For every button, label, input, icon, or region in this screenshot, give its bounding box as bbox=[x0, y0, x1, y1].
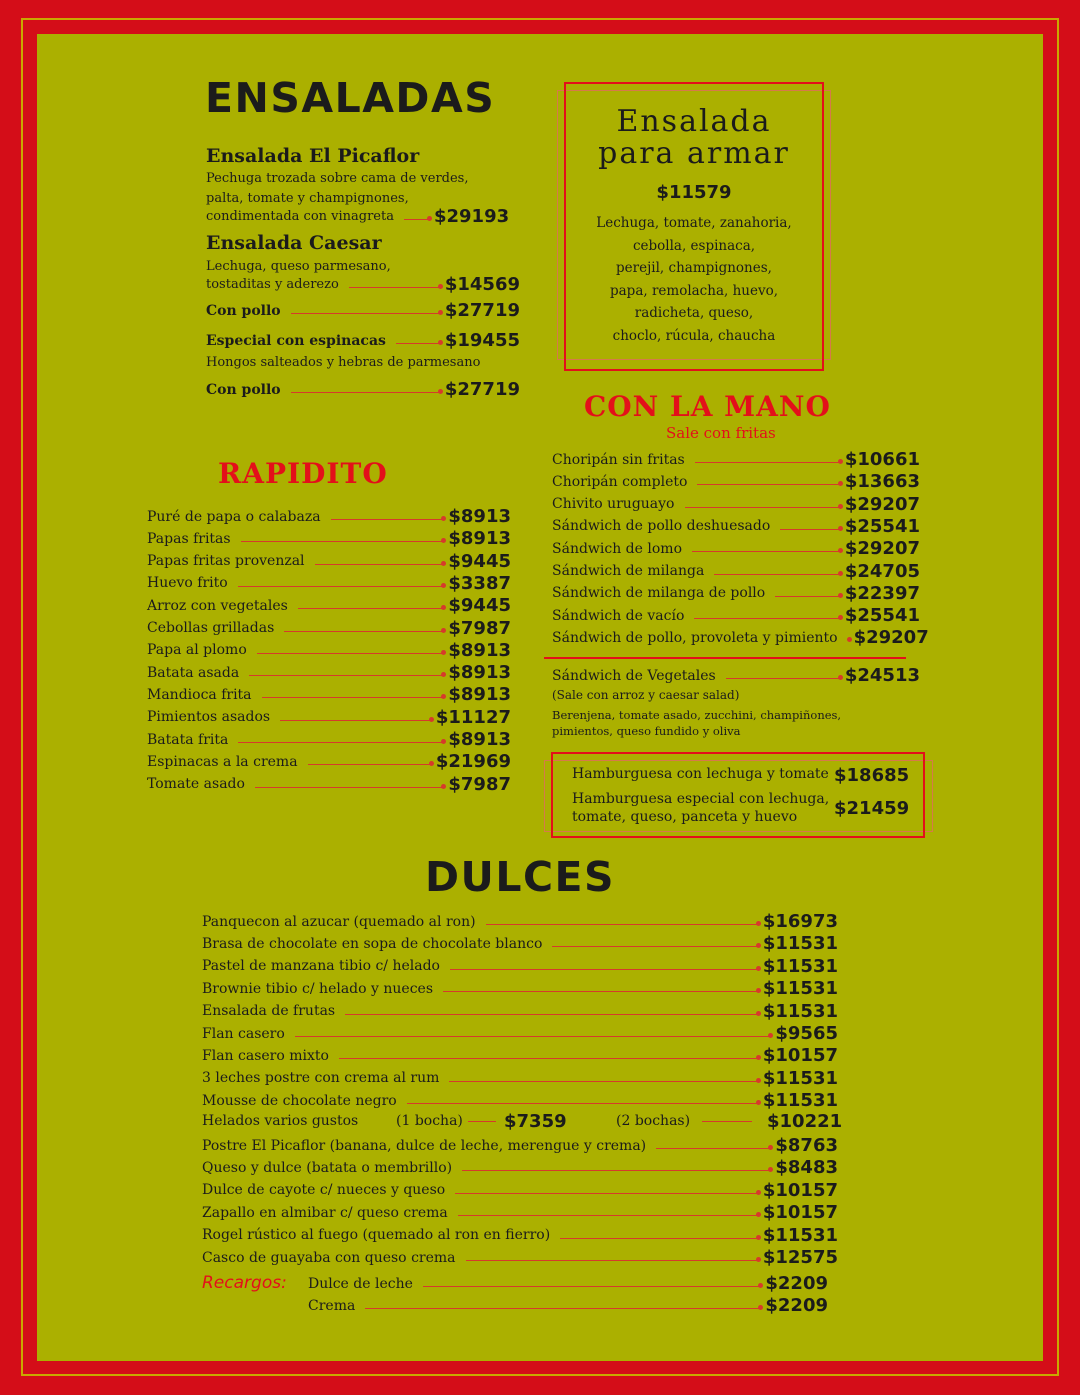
rapidito-item-name: Arroz con vegetales bbox=[147, 597, 288, 614]
helados-option-1: (1 bocha) bbox=[396, 1113, 463, 1129]
leader-line bbox=[695, 462, 839, 463]
leader-line bbox=[714, 574, 839, 575]
dulces-item-name: Panquecon al azucar (quemado al ron) bbox=[202, 913, 476, 930]
helados-name: Helados varios gustos bbox=[202, 1113, 359, 1129]
leader-line bbox=[331, 519, 443, 520]
conlamano-item-name: Sándwich de vacío bbox=[552, 607, 685, 624]
armar-price: $11579 bbox=[656, 182, 732, 203]
rapidito-item-name: Cebollas grilladas bbox=[147, 620, 275, 636]
rapidito-item-name: Batata frita bbox=[147, 731, 229, 748]
dulces-item bbox=[202, 911, 838, 932]
rapidito-item bbox=[147, 684, 511, 705]
armar-ingredients bbox=[566, 212, 822, 347]
sandwich-vegetales-price: $24513 bbox=[844, 665, 920, 686]
armar-title-2: para armar bbox=[598, 136, 790, 171]
dulces-item-name: Flan casero bbox=[202, 1025, 285, 1042]
ensalada-picaflor-desc3: condimentada con vinagreta bbox=[206, 209, 394, 224]
dulces-item-name: Ensalada de frutas bbox=[202, 1003, 336, 1020]
dulces-item bbox=[202, 1180, 838, 1201]
ensalada-caesar-price: $14569 bbox=[444, 274, 520, 295]
conlamano-item-price: $22397 bbox=[844, 582, 920, 604]
rapidito-item bbox=[147, 729, 511, 750]
armar-ingredient-line: cebolla, espinaca, bbox=[632, 237, 756, 254]
recargo-item bbox=[308, 1295, 828, 1316]
leader-line bbox=[468, 1121, 496, 1122]
rapidito-heading: RAPIDITO bbox=[218, 457, 388, 490]
leader-line bbox=[238, 586, 443, 587]
rapidito-item-price: $7987 bbox=[448, 773, 511, 795]
dulces-item bbox=[202, 1001, 838, 1022]
dulces-item-name: Mousse de chocolate negro bbox=[202, 1092, 397, 1109]
dulces-item-name: Dulce de cayote c/ nueces y queso bbox=[202, 1182, 446, 1199]
leader-line bbox=[255, 787, 442, 788]
leader-line bbox=[694, 618, 838, 619]
rapidito-item-name: Mandioca frita bbox=[147, 686, 252, 703]
rapidito-item bbox=[147, 662, 511, 683]
leader-line bbox=[462, 1170, 769, 1171]
ensalada-picaflor-desc2: palta, tomate y champignones, bbox=[206, 191, 409, 206]
rapidito-item-price: $8913 bbox=[448, 528, 511, 550]
rapidito-item bbox=[147, 551, 511, 572]
dulces-item-price: $11531 bbox=[762, 1224, 838, 1246]
rapidito-item-price: $21969 bbox=[435, 751, 511, 773]
section-divider bbox=[544, 657, 906, 659]
rapidito-item bbox=[147, 640, 511, 661]
espinacas-con-pollo-title: Con pollo bbox=[206, 381, 281, 398]
dulces-item-price: $11531 bbox=[762, 978, 838, 1000]
dulces-item-price: $9565 bbox=[775, 1023, 838, 1044]
conlamano-item bbox=[552, 538, 920, 559]
ensalada-caesar-desc2: tostaditas y aderezo bbox=[206, 277, 339, 292]
dulces-item bbox=[202, 1090, 838, 1111]
rapidito-item-price: $7987 bbox=[448, 617, 511, 639]
dulces-item bbox=[202, 1247, 838, 1268]
dulces-item-name: Zapallo en almibar c/ queso crema bbox=[202, 1204, 448, 1221]
leader-line bbox=[486, 924, 757, 925]
rapidito-item-price: $3387 bbox=[448, 572, 511, 594]
sandwich-vegetales-note: (Sale con arroz y caesar salad) bbox=[552, 688, 740, 702]
leader-line bbox=[291, 392, 439, 393]
dulces-item-name: Queso y dulce (batata o membrillo) bbox=[202, 1159, 453, 1176]
leader-line bbox=[291, 313, 439, 314]
conlamano-item-name: Sándwich de milanga de pollo bbox=[552, 585, 766, 602]
rapidito-item-name: Tomate asado bbox=[147, 776, 245, 793]
dulces-item bbox=[202, 1225, 838, 1246]
leader-line bbox=[685, 507, 839, 508]
dulces-item bbox=[202, 1202, 838, 1223]
burger1-price: $18685 bbox=[834, 765, 910, 786]
rapidito-item-name: Batata asada bbox=[147, 664, 240, 681]
sandwich-vegetales-name: Sándwich de Vegetales bbox=[552, 667, 716, 684]
leader-line bbox=[396, 343, 439, 344]
rapidito-item-price: $11127 bbox=[435, 706, 511, 728]
conlamano-item bbox=[552, 449, 920, 470]
rapidito-item-price: $8913 bbox=[448, 684, 511, 706]
dulces-item-price: $11531 bbox=[762, 1000, 838, 1022]
rapidito-item bbox=[147, 774, 511, 795]
rapidito-item bbox=[147, 618, 511, 639]
conlamano-item bbox=[552, 471, 920, 492]
especial-espinacas-price: $19455 bbox=[444, 330, 520, 351]
leader-line bbox=[656, 1148, 769, 1149]
leader-line bbox=[702, 1121, 752, 1122]
dulces-item-name: 3 leches postre con crema al rum bbox=[202, 1070, 440, 1087]
armar-title-1: Ensalada bbox=[616, 104, 772, 139]
recargos-label: Recargos: bbox=[202, 1273, 287, 1293]
dulces-item bbox=[202, 933, 838, 954]
dulces-item-price: $16973 bbox=[762, 911, 838, 932]
conlamano-item-name: Chivito uruguayo bbox=[552, 496, 675, 513]
rapidito-item bbox=[147, 595, 511, 616]
armar-ingredient-line: Lechuga, tomate, zanahoria, bbox=[596, 215, 792, 231]
leader-line bbox=[692, 551, 839, 552]
rapidito-item bbox=[147, 573, 511, 594]
rapidito-item-name: Papas fritas provenzal bbox=[147, 553, 305, 570]
leader-line bbox=[775, 596, 839, 597]
dulces-item bbox=[202, 978, 838, 999]
ensalada-caesar-desc1: Lechuga, queso parmesano, bbox=[206, 259, 391, 274]
leader-line bbox=[280, 720, 430, 721]
dulces-item-name: Postre El Picaflor (banana, dulce de leche, merengue y crema) bbox=[202, 1137, 647, 1154]
rapidito-item-name: Puré de papa o calabaza bbox=[147, 508, 321, 525]
ensalada-picaflor-title: Ensalada El Picaflor bbox=[206, 145, 420, 167]
dulces-item bbox=[202, 1135, 838, 1156]
rapidito-item-price: $8913 bbox=[448, 729, 511, 750]
ensaladas-heading: ENSALADAS bbox=[205, 74, 496, 122]
helados-option-2: (2 bochas) bbox=[616, 1113, 691, 1129]
dulces-item-price: $8763 bbox=[775, 1135, 838, 1156]
leader-line bbox=[365, 1308, 759, 1309]
dulces-item-name: Flan casero mixto bbox=[202, 1047, 329, 1064]
leader-line bbox=[466, 1260, 757, 1261]
leader-line bbox=[284, 631, 442, 632]
ensalada-caesar-row bbox=[206, 274, 520, 295]
conlamano-item-price: $29207 bbox=[853, 627, 929, 649]
rapidito-item-name: Huevo frito bbox=[147, 575, 228, 592]
conlamano-heading: CON LA MANO bbox=[584, 390, 831, 423]
caesar-con-pollo-row bbox=[206, 300, 520, 321]
recargo-item-name: Dulce de leche bbox=[308, 1275, 413, 1292]
conlamano-item bbox=[552, 494, 920, 515]
leader-line bbox=[423, 1286, 759, 1287]
ensalada-picaflor-price: $29193 bbox=[433, 206, 510, 227]
dulces-item-price: $12575 bbox=[762, 1247, 838, 1268]
conlamano-item-price: $29207 bbox=[844, 493, 920, 515]
rapidito-item-price: $9445 bbox=[448, 550, 511, 572]
ensalada-picaflor-desc1: Pechuga trozada sobre cama de verdes, bbox=[206, 171, 469, 186]
dulces-item bbox=[202, 1045, 838, 1066]
conlamano-item-name: Sándwich de lomo bbox=[552, 540, 682, 557]
dulces-item-price: $11531 bbox=[762, 933, 838, 955]
leader-line bbox=[308, 764, 430, 765]
especial-espinacas-row bbox=[206, 330, 520, 351]
leader-line bbox=[404, 219, 428, 220]
conlamano-item-price: $24705 bbox=[844, 560, 920, 582]
conlamano-item-name: Sándwich de pollo, provoleta y pimiento bbox=[552, 629, 838, 646]
especial-espinacas-title: Especial con espinacas bbox=[206, 332, 386, 349]
leader-line bbox=[780, 529, 839, 530]
espinacas-con-pollo-row bbox=[206, 379, 520, 400]
dulces-item-price: $8483 bbox=[775, 1157, 838, 1179]
dulces-item-price: $10157 bbox=[762, 1045, 838, 1067]
burger2-name-line2: tomate, queso, panceta y huevo bbox=[572, 809, 798, 825]
rapidito-item-price: $9445 bbox=[448, 595, 511, 617]
leader-line bbox=[726, 678, 839, 679]
conlamano-item-price: $10661 bbox=[844, 449, 920, 470]
recargo-item-name: Crema bbox=[308, 1297, 356, 1314]
dulces-item-name: Brasa de chocolate en sopa de chocolate blanco bbox=[202, 935, 543, 952]
leader-line bbox=[407, 1103, 757, 1104]
dulces-item-name: Pastel de manzana tibio c/ helado bbox=[202, 958, 440, 975]
ensalada-caesar-title: Ensalada Caesar bbox=[206, 232, 382, 254]
conlamano-item-name: Sándwich de milanga bbox=[552, 563, 705, 579]
leader-line bbox=[339, 1058, 757, 1059]
burger1-name: Hamburguesa con lechuga y tomate bbox=[572, 766, 829, 782]
rapidito-item-price: $8913 bbox=[448, 662, 511, 684]
leader-line bbox=[449, 1081, 756, 1082]
rapidito-item-price: $8913 bbox=[448, 506, 511, 527]
rapidito-item-price: $8913 bbox=[448, 639, 511, 661]
conlamano-item bbox=[552, 516, 920, 537]
dulces-item-name: Brownie tibio c/ helado y nueces bbox=[202, 980, 434, 997]
leader-line bbox=[241, 541, 443, 542]
leader-line bbox=[298, 608, 443, 609]
leader-line bbox=[249, 675, 442, 676]
ensalada-picaflor-row bbox=[206, 206, 520, 227]
rapidito-item-name: Papa al plomo bbox=[147, 642, 247, 659]
conlamano-item-name: Choripán sin fritas bbox=[552, 451, 685, 468]
dulces-item-price: $11531 bbox=[762, 1090, 838, 1112]
leader-line bbox=[349, 287, 439, 288]
armar-box bbox=[564, 82, 824, 371]
recargo-item-price: $2209 bbox=[765, 1295, 828, 1317]
recargo-item bbox=[308, 1273, 828, 1294]
sandwich-vegetales-desc1: Berenjena, tomate asado, zucchini, champiñones, bbox=[552, 708, 842, 722]
conlamano-item-price: $25541 bbox=[844, 515, 920, 537]
conlamano-item-name: Sándwich de pollo deshuesado bbox=[552, 518, 771, 535]
leader-line bbox=[458, 1215, 757, 1216]
espinacas-con-pollo-price: $27719 bbox=[444, 379, 520, 400]
caesar-con-pollo-price: $27719 bbox=[444, 300, 520, 321]
dulces-item-price: $11531 bbox=[762, 1067, 838, 1089]
rapidito-item bbox=[147, 506, 511, 527]
dulces-item-name: Rogel rústico al fuego (quemado al ron en fierro) bbox=[202, 1227, 551, 1244]
rapidito-item-name: Papas fritas bbox=[147, 530, 231, 547]
helados-price-1: $7359 bbox=[504, 1111, 567, 1132]
rapidito-item bbox=[147, 707, 511, 728]
conlamano-item-price: $25541 bbox=[844, 605, 920, 627]
dulces-item-price: $10157 bbox=[762, 1179, 838, 1201]
helados-row bbox=[202, 1111, 843, 1133]
leader-line bbox=[345, 1014, 757, 1015]
sandwich-vegetales-row bbox=[552, 665, 920, 686]
dulces-item-name: Casco de guayaba con queso crema bbox=[202, 1249, 456, 1266]
conlamano-subheading: Sale con fritas bbox=[666, 424, 776, 442]
conlamano-item-price: $29207 bbox=[844, 538, 920, 560]
dulces-item bbox=[202, 1157, 838, 1178]
conlamano-item bbox=[552, 627, 929, 649]
especial-espinacas-desc: Hongos salteados y hebras de parmesano bbox=[206, 355, 481, 370]
leader-line bbox=[455, 1193, 757, 1194]
leader-line bbox=[697, 484, 838, 485]
leader-line bbox=[315, 564, 443, 565]
conlamano-item bbox=[552, 605, 920, 626]
recargo-item-price: $2209 bbox=[765, 1273, 828, 1294]
dulces-item bbox=[202, 1068, 838, 1089]
rapidito-item bbox=[147, 751, 511, 772]
armar-ingredient-line: perejil, champignones, bbox=[616, 260, 772, 276]
burger2-name-line1: Hamburguesa especial con lechuga, bbox=[572, 791, 830, 807]
armar-ingredient-line: radicheta, queso, bbox=[634, 305, 754, 321]
caesar-con-pollo-title: Con pollo bbox=[206, 302, 281, 319]
armar-ingredient-line: choclo, rúcula, chaucha bbox=[612, 327, 776, 344]
leader-line bbox=[560, 1238, 757, 1239]
conlamano-item bbox=[552, 561, 920, 582]
helados-price-2: $10221 bbox=[767, 1111, 843, 1132]
conlamano-item-price: $13663 bbox=[844, 471, 920, 493]
rapidito-item bbox=[147, 528, 511, 549]
conlamano-item-name: Choripán completo bbox=[552, 473, 688, 490]
leader-line bbox=[257, 653, 443, 654]
leader-line bbox=[443, 991, 757, 992]
burger2-price: $21459 bbox=[834, 798, 910, 819]
leader-line bbox=[262, 697, 443, 698]
leader-line bbox=[450, 969, 757, 970]
conlamano-item bbox=[552, 583, 920, 604]
dulces-heading: DULCES bbox=[425, 853, 616, 901]
leader-line bbox=[552, 946, 756, 947]
sandwich-vegetales-desc2: pimientos, queso fundido y oliva bbox=[552, 724, 741, 738]
rapidito-item-name: Pimientos asados bbox=[147, 709, 271, 726]
dulces-item bbox=[202, 956, 838, 977]
leader-line bbox=[295, 1036, 770, 1037]
armar-ingredient-line: papa, remolacha, huevo, bbox=[609, 282, 778, 299]
dulces-item-price: $11531 bbox=[762, 955, 838, 977]
dulces-item bbox=[202, 1023, 838, 1044]
dulces-item-price: $10157 bbox=[762, 1202, 838, 1224]
rapidito-item-name: Espinacas a la crema bbox=[147, 753, 298, 770]
leader-line bbox=[238, 742, 442, 743]
